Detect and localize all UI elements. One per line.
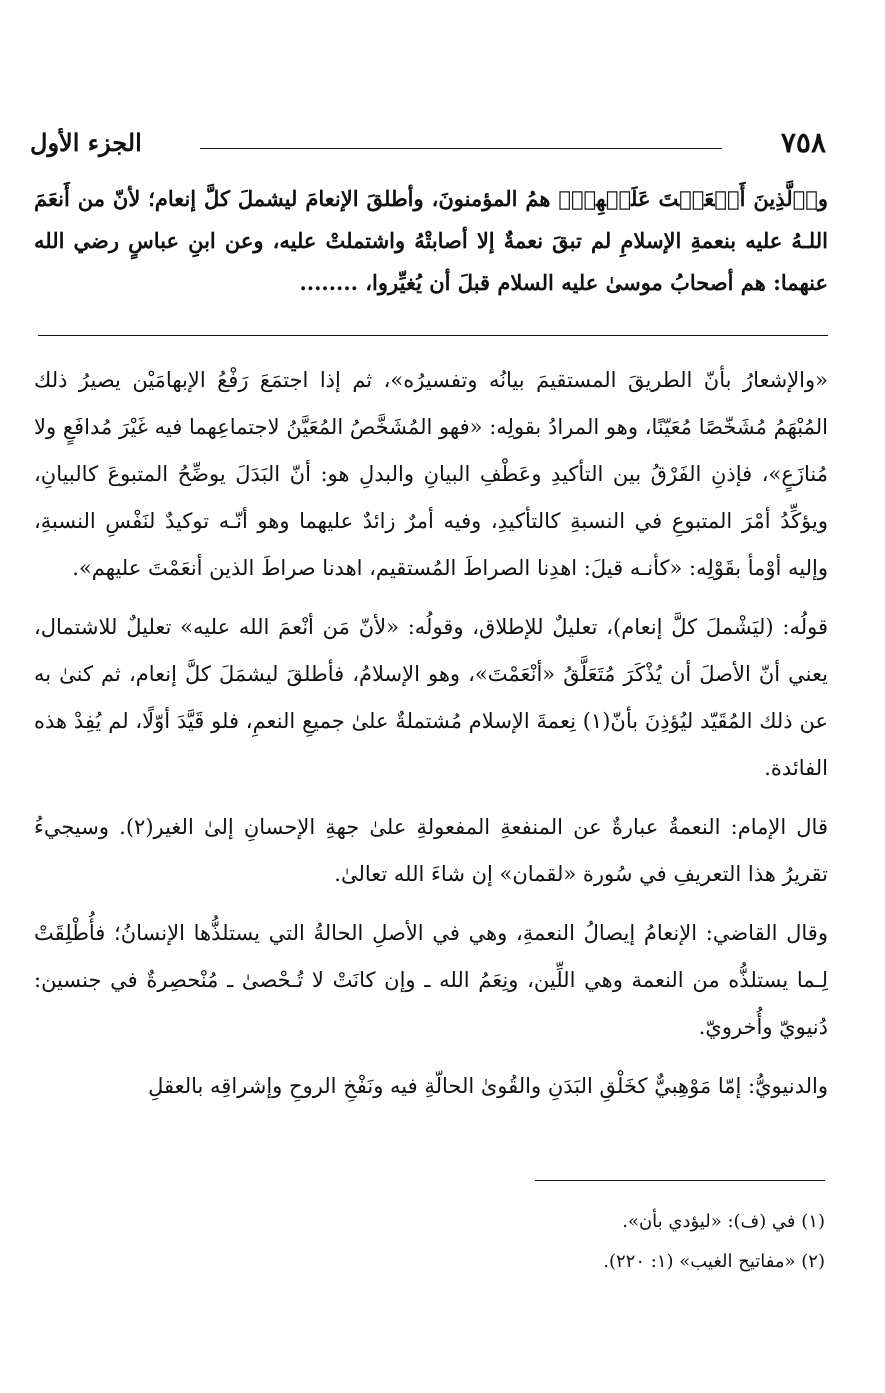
quran-text-section (34, 178, 828, 304)
commentary-paragraph-4: وقال القاضي: الإنعامُ إيصالُ النعمةِ، وهي في الأصلِ الحالةُ التي يستلذُّها الإنسانُ؛ فأُطْلِقَتْ لِـما يستلذُّه من النعمة وهي اللِّين، ونِعَمُ الله ـ وإن كانَتْ لا تُـحْصىٰ ـ مُنْحصِرةٌ في جنسين: دُنيويّ وأُخرويّ. (34, 921, 828, 1039)
header-rule (200, 148, 722, 149)
commentary-paragraph-1: «والإشعارُ بأنّ الطريقَ المستقيمَ بيانُه وتفسيرُه»، ثم إذا اجتمَعَ رَفْعُ الإبهامَيْن يصيرُ ذلك المُبْهَمُ مُشَخّصًا مُعَيّنًا، وهو المرادُ بقولِه: «فهو المُشَخَّصُ المُعَيَّنُ لاجتماعِهما فيه غَيْرَ مُدافَعٍ ولا مُنازَعٍ»، فإذنِ الفَرْقُ بين التأكيدِ وعَطْفِ البيانِ والبدلِ هو: أنّ البَدَلَ يوضِّحُ المتبوعَ كالبيانِ، ويؤكِّدُ أمْرَ المتبوعِ في النسبةِ كالتأكيدِ، وفيه أمرٌ زائدٌ عليهما وهو أنّـه توكيدٌ لنَفْسِ النسبةِ، وإليه أوْمأ بقَوْلِه: «كأنـه قيلَ: اهدِنا الصراطَ المُستقيم، اهدنا صراطَ الذين أنعَمْتَ عليهم». (34, 368, 828, 580)
footnotes (45, 1202, 825, 1282)
commentary-section (34, 357, 828, 1122)
page-header (30, 126, 826, 166)
part-title: الجزء الأول (30, 128, 142, 157)
page-number: ٧٥٨ (780, 126, 826, 159)
footnote-2: (٢) «مفاتيح الغيب» (١: ٢٢٠). (603, 1251, 825, 1272)
section-divider (38, 335, 828, 336)
commentary-paragraph-5: والدنيويُّ: إمّا مَوْهِبيٌّ كخَلْقِ البَدَنِ والقُوىٰ الحالّةِ فيه ونَفْخِ الروحِ وإشراقِه بالعقلِ (148, 1074, 828, 1098)
quran-paragraph: و﴿ٱلَّذِينَ أَنۡعَمۡتَ عَلَيۡهِمۡ﴾ همُ المؤمنونَ، وأطلقَ الإنعامَ ليشملَ كلَّ إنعام؛ لأنّ من أَنعَمَ اللـهُ عليه بنعمةِ الإسلامِ لم تبقَ نعمةٌ إلا أصابتْهُ واشتملتْ عليه، وعن ابنِ عباسٍ رضي الله عنهما: هم أصحابُ موسىٰ عليه السلام قبلَ أن يُغيِّروا، ........ (34, 186, 828, 295)
footnote-rule (535, 1180, 825, 1181)
commentary-paragraph-2: قولُه: (ليَشْملَ كلَّ إنعام)، تعليلٌ للإطلاق، وقولُه: «لأنّ مَن أنْعمَ الله عليه» تعليلٌ للاشتمال، يعني أنّ الأصلَ أن يُذْكَرَ مُتَعَلَّقُ «أنْعَمْتَ»، وهو الإسلامُ، فأطلقَ ليشمَلَ كلَّ إنعام، ثم كنىٰ به عن ذلك المُقَيّد ليُؤذِنَ بأنّ(١) نِعمةَ الإسلام مُشتملةٌ علىٰ جميعِ النعمِ، فلو قَيَّدَ أوّلًا، لم يُفِدْ هذه الفائدة. (34, 615, 828, 780)
footnote-1: (١) في (ف): «ليؤدي بأن». (622, 1211, 825, 1232)
commentary-paragraph-3: قال الإمام: النعمةُ عبارةٌ عن المنفعةِ المفعولةِ علىٰ جهةِ الإحسانِ إلىٰ الغير(٢). وسيجيءُ تقريرُ هذا التعريفِ في سُورة «لقمان» إن شاءَ الله تعالىٰ. (34, 815, 828, 886)
